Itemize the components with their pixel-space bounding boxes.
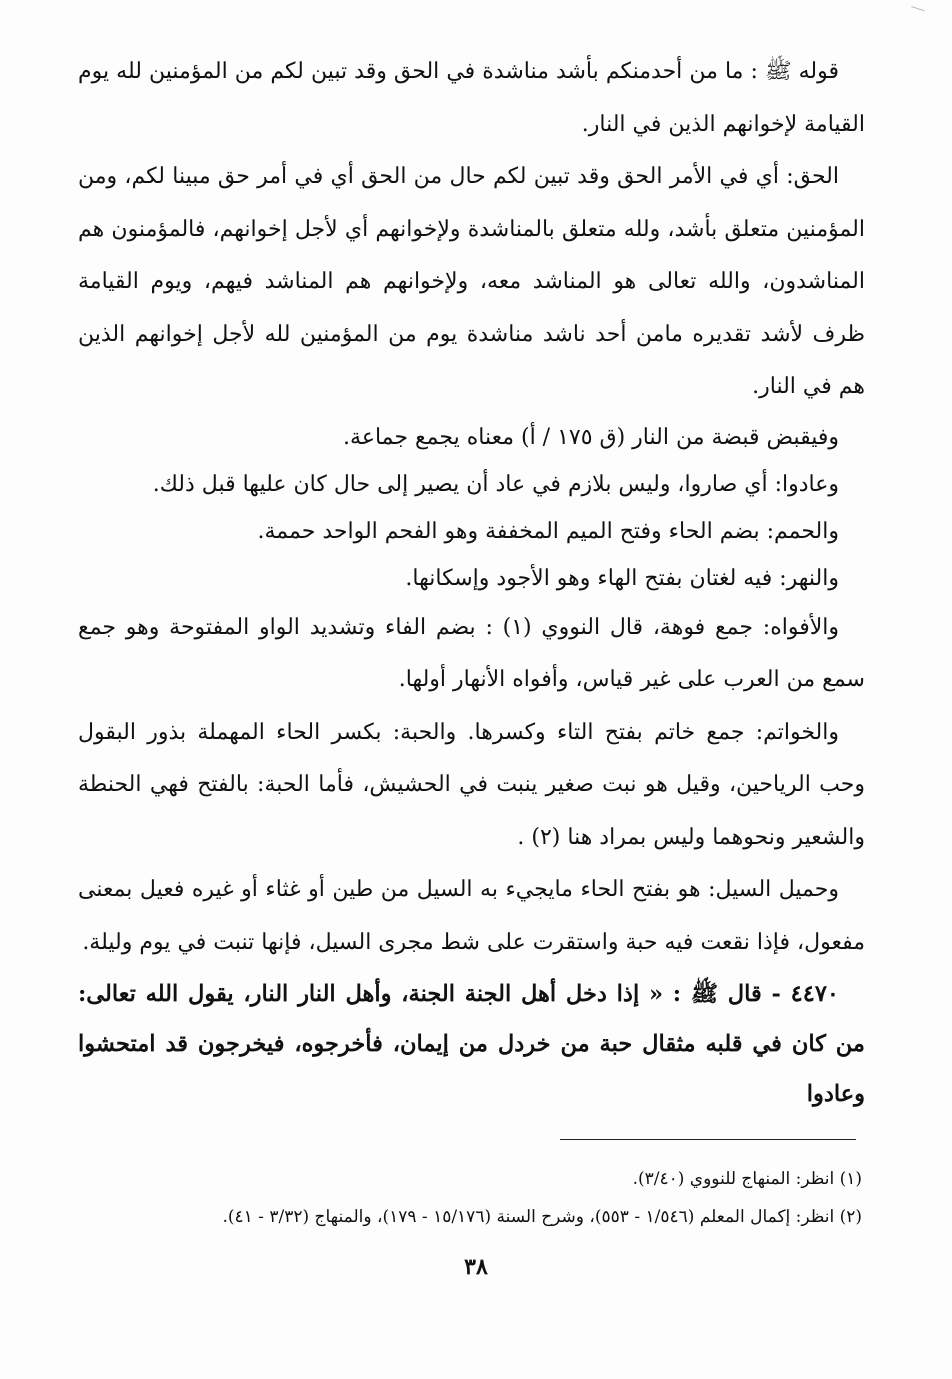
paragraph-8: والخواتم: جمع خاتم بفتح التاء وكسرها. والحبة: بكسر الحاء المهملة بذور البقول وحب الرياحين، وقيل هو نبت صغير ينبت في الحشيش، فأما الحبة: بالفتح فهي الحنطة والشعير ونحوهما وليس بمراد هنا (٢) . bbox=[78, 719, 865, 850]
footnote-separator bbox=[560, 1139, 856, 1140]
paragraph-4: وعادوا: أي صاروا، وليس بلازم في عاد أن يصير إلى حال كان عليها قبل ذلك. bbox=[152, 471, 839, 497]
footnotes bbox=[78, 1160, 862, 1236]
paragraph-3: وفيقبض قبضة من النار (ق ١٧٥ / أ) معناه يجمع جماعة. bbox=[343, 424, 839, 450]
footnote-2: (٢) انظر: إكمال المعلم (١/٥٤٦ - ٥٥٣)، وشرح السنة (١٥/١٧٦ - ١٧٩)، والمنهاج (٣/٣٢ - ٤١). bbox=[222, 1207, 862, 1227]
main-text bbox=[78, 46, 865, 1119]
paragraph-1: قوله ﷺ : ما من أحدمنكم بأشد مناشدة في الحق وقد تبين لكم من المؤمنين لله يوم القيامة لإخوانهم الذين في النار. bbox=[78, 59, 865, 137]
paragraph-7: والأفواه: جمع فوهة، قال النووي (١) : بضم الفاء وتشديد الواو المفتوحة وهو جمع سمع من العرب على غير قياس، وأفواه الأنهار أولها. bbox=[78, 614, 865, 692]
page-number: ٣٨ bbox=[464, 1254, 488, 1280]
paragraph-2: الحق: أي في الأمر الحق وقد تبين لكم حال من الحق أي في أمر حق مبينا لكم، ومن المؤمنين متعلق بأشد، ولله متعلق بالمناشدة ولإخوانهم أي لأجل إخوانهم، فالمؤمنون هم المناشدون، والله تعالى هو المناشد معه، ولإخوانهم هم المناشد فيهم، ويوم القيامة ظرف لأشد تقديره مامن أحد ناشد مناشدة يوم من المؤمنين لله لأجل إخوانهم الذين هم في النار. bbox=[78, 164, 865, 399]
scan-mark bbox=[909, 6, 924, 17]
paragraph-5: والحمم: بضم الحاء وفتح الميم المخففة وهو الفحم الواحد حممة. bbox=[257, 518, 839, 544]
paragraph-9: وحميل السيل: هو بفتح الحاء مايجيء به السيل من طين أو غثاء أو غيره فعيل بمعنى مفعول، فإذا نقعت فيه حبة واستقرت على شط مجرى السيل، فإنها تنبت في يوم وليلة. bbox=[78, 877, 865, 955]
footnote-1: (١) انظر: المنهاج للنووي (٣/٤٠). bbox=[632, 1169, 862, 1189]
hadith-paragraph: ٤٤٧٠ - قال ﷺ : « إذا دخل أهل الجنة الجنة، وأهل النار النار، يقول الله تعالى: من كان في قلبه مثقال حبة من خردل من إيمان، فأخرجوه، فيخرجون قد امتحشوا وعادوا bbox=[78, 981, 865, 1107]
paragraph-6: والنهر: فيه لغتان بفتح الهاء وهو الأجود وإسكانها. bbox=[405, 565, 839, 591]
